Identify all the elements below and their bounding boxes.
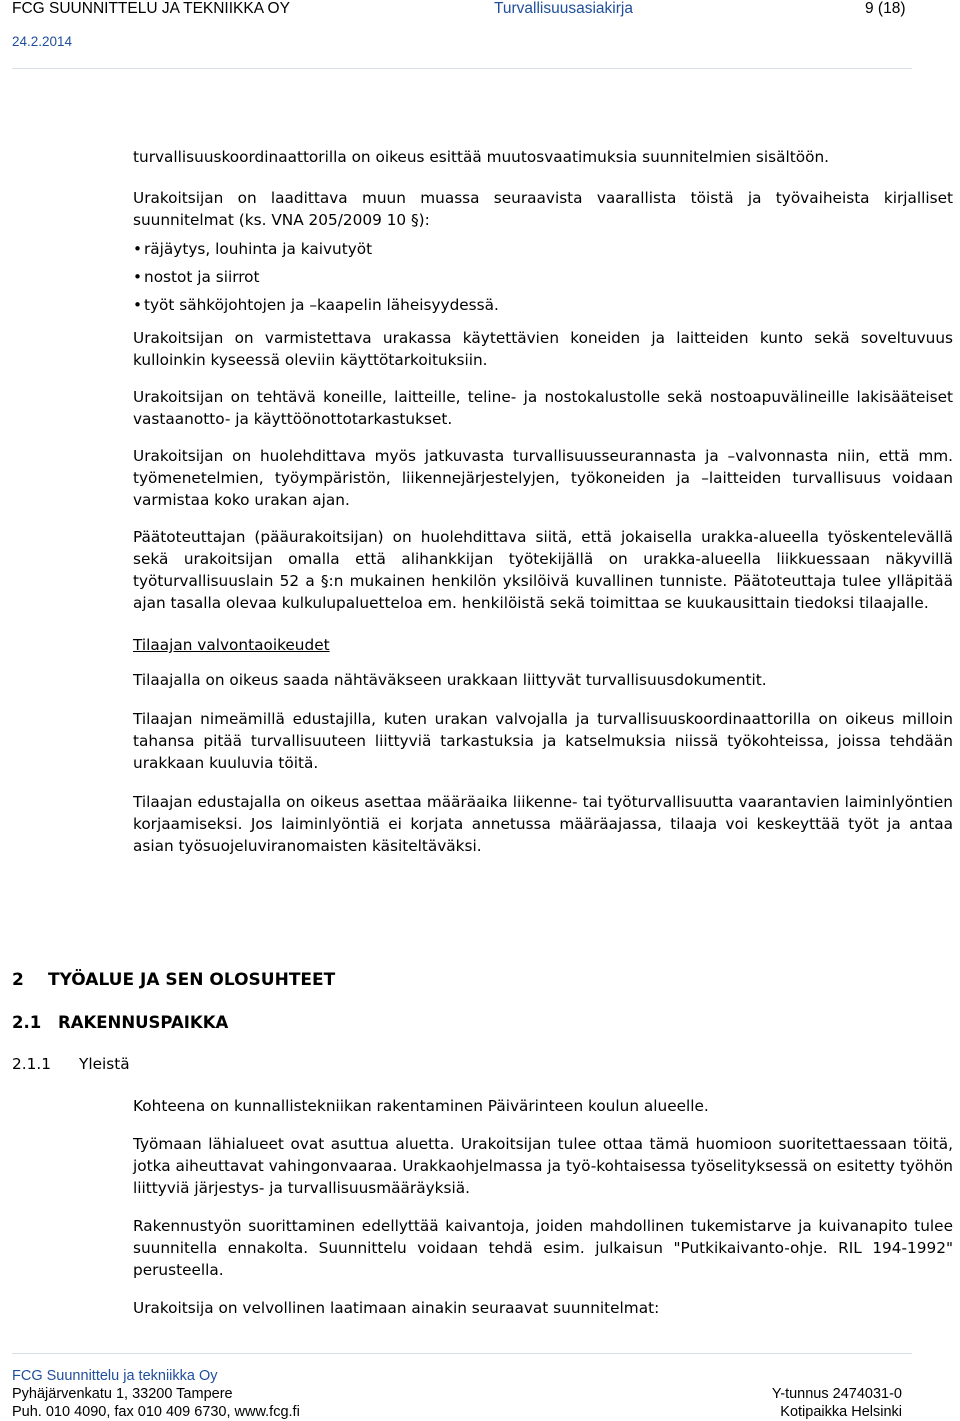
hazard-work-list (133, 238, 953, 316)
heading-level-2 (12, 1011, 228, 1035)
header-date: 24.2.2014 (12, 34, 73, 49)
heading-text: RAKENNUSPAIKKA (58, 1013, 229, 1032)
paragraph: Urakoitsijan on huolehdittava myös jatkuvasta turvallisuusseurannasta ja –valvonnasta niin, että mm. työmenetelmien, työympäristön, liikennejärjestelyjen, työkoneiden ja –laitteiden turvallisuus voidaan varmistaa koko urakan ajan. (133, 447, 953, 509)
paragraph: turvallisuuskoordinaattorilla on oikeus esittää muutosvaatimuksia suunnitelmien sisältöön. (133, 148, 830, 166)
heading-number: 2.1 (12, 1013, 42, 1032)
header-company: FCG SUUNNITTELU JA TEKNIIKKA OY (12, 0, 290, 17)
heading-text: TYÖALUE JA SEN OLOSUHTEET (48, 970, 336, 990)
footer-company: FCG Suunnittelu ja tekniikka Oy (12, 1368, 218, 1384)
paragraph: Työmaan lähialueet ovat asuttua aluetta. Urakoitsijan tulee ottaa tämä huomioon suoritettaessaan töitä, jotka aiheuttavat vahingonvaaraa. Urakkaohjelmassa ja työ-kohtaisessa työselityksessä on esitetty työhön liittyviä järjestys- ja turvallisuusmääräyksiä. (133, 1135, 953, 1197)
list-item: • työt sähköjohtojen ja –kaapelin läheisyydessä. (133, 294, 953, 316)
body-section-a (133, 146, 953, 872)
footer-address: Pyhäjärvenkatu 1, 33200 Tampere (12, 1386, 233, 1402)
footer-contact: Puh. 010 4090, fax 010 409 6730, www.fcg.fi (12, 1404, 300, 1420)
heading-text: Yleistä (79, 1055, 130, 1073)
subheading: Tilaajan valvontaoikeudet (133, 636, 330, 654)
page-header (12, 0, 952, 24)
list-item: • räjäytys, louhinta ja kaivutyöt (133, 238, 953, 260)
header-divider (12, 68, 912, 69)
paragraph: Urakoitsijan on tehtävä koneille, laitteille, teline- ja nostokalustolle sekä nostoapuvälineille lakisääteiset vastaanotto- ja käyttöönottotarkastukset. (133, 388, 953, 428)
heading-level-3 (12, 1052, 130, 1076)
header-document-title: Turvallisuusasiakirja (494, 0, 633, 17)
paragraph: Urakoitsijan on varmistettava urakassa käytettävien koneiden ja laitteiden kunto sekä soveltuvuus kulloinkin kyseessä oleviin käyttötarkoituksiin. (133, 329, 953, 369)
body-section-b (133, 1095, 953, 1335)
paragraph: Päätoteuttajan (pääurakoitsijan) on huolehdittava siitä, että jokaisella urakka-alueella työskentelevällä sekä urakoitsijan omalla että alihankkijan työtekijällä on urakka-alueella liikkuessaan näkyvillä työturvallisuuslain 52 a §:n mukainen henkilön yksilöivä kuvallinen tunniste. Päätoteuttaja tulee ylläpitää ajan tasalla olevaa kulkulupaluetteloa em. henkilöistä sekä toimittaa se kuukausittain tiedoksi tilaajalle. (133, 528, 953, 612)
paragraph: Urakoitsijan on laadittava muun muassa seuraavista vaarallista töistä ja työvaiheista kirjalliset suunnitelmat (ks. VNA 205/2009 10 §): (133, 189, 953, 229)
heading-level-1 (12, 968, 335, 992)
paragraph: Kohteena on kunnallistekniikan rakentaminen Päivärinteen koulun alueelle. (133, 1097, 709, 1115)
heading-number: 2 (12, 970, 24, 990)
heading-number: 2.1.1 (12, 1055, 51, 1073)
paragraph: Tilaajan edustajalla on oikeus asettaa määräaika liikenne- tai työturvallisuutta vaarantavien laiminlyöntien korjaamiseksi. Jos laiminlyöntiä ei korjata annetussa määräajassa, tilaaja voi keskeyttää työt ja antaa asian työsuojeluviranomaisten käsiteltäväksi. (133, 793, 953, 855)
footer-divider (12, 1353, 912, 1354)
header-page-number: 9 (18) (865, 0, 906, 17)
paragraph: Rakennustyön suorittaminen edellyttää kaivantoja, joiden mahdollinen tukemistarve ja kuivanapito tulee suunnitella ennakolta. Suunnittelu voidaan tehdä esim. julkaisun "Putkikaivanto-ohje. RIL 194-1992" perusteella. (133, 1217, 953, 1279)
list-item: • nostot ja siirrot (133, 266, 953, 288)
paragraph: Tilaajalla on oikeus saada nähtäväkseen urakkaan liittyvät turvallisuusdokumentit. (133, 671, 767, 689)
footer-domicile: Kotipaikka Helsinki (780, 1404, 902, 1420)
paragraph: Urakoitsija on velvollinen laatimaan ainakin seuraavat suunnitelmat: (133, 1299, 660, 1317)
footer-business-id: Y-tunnus 2474031-0 (771, 1386, 902, 1402)
paragraph: Tilaajan nimeämillä edustajilla, kuten urakan valvojalla ja turvallisuuskoordinaattorilla on oikeus milloin tahansa pitää turvallisuuteen liittyviä tarkastuksia ja katselmuksia niissä työkohteissa, joissa tehdään urakkaan kuuluvia töitä. (133, 710, 953, 772)
